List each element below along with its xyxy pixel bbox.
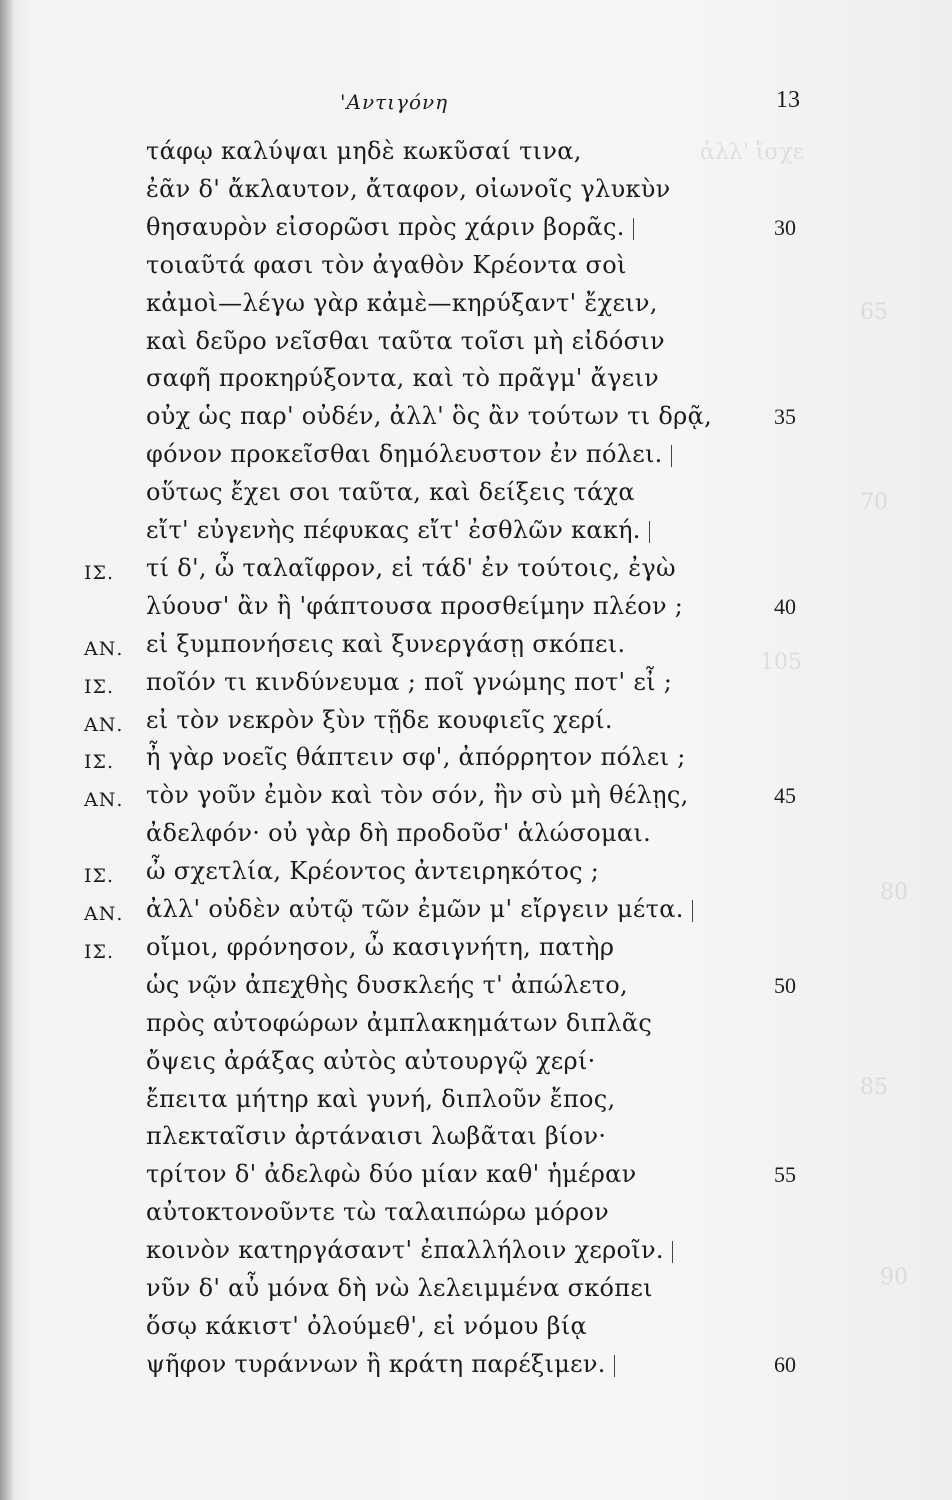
- verse-line: [0, 327, 952, 365]
- verse-line: [0, 819, 952, 857]
- verse-text: [146, 895, 693, 923]
- verse-line: [0, 592, 952, 630]
- verse-text-content: κοινὸν κατηργάσαντ' ἐπαλλήλοιν χεροῖν.: [146, 1236, 664, 1264]
- speaker-label: ΑΝ.: [84, 789, 124, 811]
- line-number: 35: [774, 404, 796, 429]
- show-through-text: 80: [880, 880, 908, 905]
- verse-text-content: καὶ δεῦρο νεῖσθαι ταῦτα τοῖσι μὴ εἰδόσιν: [146, 327, 665, 355]
- verse-text: [146, 668, 672, 696]
- verse-text: [146, 1122, 606, 1150]
- verse-text-content: ὡς νῷν ἀπεχθὴς δυσκλεής τ' ἀπώλετο,: [146, 971, 628, 999]
- page-number: 13: [776, 87, 800, 113]
- verse-line: [0, 516, 952, 554]
- section-mark: [649, 521, 650, 543]
- section-mark: [633, 218, 634, 240]
- verse-text-content: ὅσῳ κάκιστ' ὀλούμεθ', εἰ νόμου βίᾳ: [146, 1312, 588, 1340]
- verse-text-content: τί δ', ὦ ταλαῖφρον, εἰ τάδ' ἐν τούτοις, ἐγὼ: [146, 554, 676, 582]
- verse-text: [146, 592, 683, 620]
- verse-line: [0, 440, 952, 478]
- verse-text-content: ἐᾶν δ' ἄκλαυτον, ἄταφον, οἰωνοῖς γλυκὺν: [146, 175, 671, 203]
- verse-text-content: λύουσ' ἂν ἢ 'φάπτουσα προσθείμην πλέον ;: [146, 592, 684, 620]
- verse-line: [0, 554, 952, 592]
- verse-text: [146, 440, 672, 468]
- verse-text: [146, 364, 659, 392]
- speaker-label: ΙΣ.: [84, 751, 114, 773]
- speaker-label: ΙΣ.: [84, 865, 114, 887]
- speaker-label: ΑΝ.: [84, 638, 124, 660]
- verse-text: [146, 819, 651, 847]
- show-through-text: 65: [860, 300, 888, 325]
- verse-line: [0, 364, 952, 402]
- verse-text-content: τάφῳ καλύψαι μηδὲ κωκῦσαί τινα,: [146, 137, 582, 165]
- verse-text-content: ψῆφον τυράννων ἢ κράτη παρέξιμεν.: [146, 1350, 606, 1378]
- verse-line: [0, 1236, 952, 1274]
- line-number: 55: [774, 1162, 796, 1187]
- verse-line: [0, 1274, 952, 1312]
- verse-line: [0, 933, 952, 971]
- verse-line: [0, 630, 952, 668]
- verse-text: [146, 1350, 615, 1378]
- section-mark: [672, 1241, 673, 1263]
- verse-text: [146, 289, 658, 317]
- verse-text: [146, 327, 665, 355]
- verse-text-content: θησαυρὸν εἰσορῶσι πρὸς χάριν βορᾶς.: [146, 213, 625, 241]
- verse-line: [0, 1047, 952, 1085]
- verse-text-content: φόνον προκεῖσθαι δημόλευστον ἐν πόλει.: [146, 440, 663, 468]
- verse-line: [0, 781, 952, 819]
- show-through-text: 85: [860, 1075, 888, 1100]
- show-through-text: 70: [860, 490, 888, 515]
- verse-text-content: οὕτως ἔχει σοι ταῦτα, καὶ δείξεις τάχα: [146, 478, 635, 506]
- verse-line: [0, 1312, 952, 1350]
- verse-text-content: σαφῆ προκηρύξοντα, καὶ τὸ πρᾶγμ' ἄγειν: [146, 364, 660, 392]
- verse-line: [0, 478, 952, 516]
- verse-line: [0, 971, 952, 1009]
- verse-text-content: πρὸς αὐτοφώρων ἀμπλακημάτων διπλᾶς: [146, 1009, 653, 1037]
- verse-line: [0, 1122, 952, 1160]
- verse-line: [0, 213, 952, 251]
- verse-line: [0, 137, 952, 175]
- speaker-label: ΑΝ.: [84, 714, 124, 736]
- verse-text-content: ἔπειτα μήτηρ καὶ γυνή, διπλοῦν ἔπος,: [146, 1085, 616, 1113]
- verse-text: [146, 743, 686, 771]
- verse-text-content: ὦ σχετλία, Κρέοντος ἀντειρηκότος ;: [146, 857, 600, 885]
- verse-text: [146, 1236, 673, 1264]
- verse-text-content: ἀλλ' οὐδὲν αὐτῷ τῶν ἐμῶν μ' εἴργειν μέτα.: [146, 895, 684, 923]
- verse-text: [146, 933, 614, 961]
- verse-text-content: νῦν δ' αὖ μόνα δὴ νὼ λελειμμένα σκόπει: [146, 1274, 653, 1302]
- verse-text: [146, 554, 676, 582]
- verse-text: [146, 516, 650, 544]
- section-mark: [692, 900, 693, 922]
- verse-text: [146, 478, 635, 506]
- verse-text-content: εἰ ξυμπονήσεις καὶ ξυνεργάσῃ σκόπει.: [146, 630, 626, 658]
- verse-text: [146, 971, 628, 999]
- verse-text-content: εἴτ' εὐγενὴς πέφυκας εἴτ' ἐσθλῶν κακή.: [146, 516, 641, 544]
- verse-text: [146, 1047, 596, 1075]
- verse-line: [0, 402, 952, 440]
- line-number: 60: [774, 1352, 796, 1377]
- verse-text-content: πλεκταῖσιν ἀρτάναισι λωβᾶται βίον·: [146, 1122, 607, 1150]
- verse-text-content: εἰ τὸν νεκρὸν ξὺν τῇδε κουφιεῖς χερί.: [146, 706, 613, 734]
- verse-line: [0, 1350, 952, 1388]
- verse-text: [146, 1198, 609, 1226]
- speaker-label: ΙΣ.: [84, 941, 114, 963]
- show-through-text: 90: [880, 1265, 908, 1290]
- verse-text: [146, 213, 634, 241]
- verse-text: [146, 781, 689, 809]
- verse-text-content: κἀμοὶ—λέγω γὰρ κἀμὲ—κηρύξαντ' ἔχειν,: [146, 289, 658, 317]
- speaker-label: ΙΣ.: [84, 676, 114, 698]
- verse-line: [0, 668, 952, 706]
- line-number: 50: [774, 973, 796, 998]
- verse-text: [146, 1009, 652, 1037]
- verse-text-content: οἴμοι, φρόνησον, ὦ κασιγνήτη, πατὴρ: [146, 933, 615, 961]
- verse-line: [0, 1198, 952, 1236]
- verse-text: [146, 402, 712, 430]
- verse-line: [0, 1160, 952, 1198]
- verse-text-content: τοιαῦτά φασι τὸν ἀγαθὸν Κρέοντα σοὶ: [146, 251, 627, 279]
- verse-line: [0, 1085, 952, 1123]
- verse-text: [146, 1312, 587, 1340]
- verse-text: [146, 857, 599, 885]
- verse-text: [146, 630, 625, 658]
- verse-line: [0, 895, 952, 933]
- verse-line: [0, 175, 952, 213]
- verse-text-content: αὐτοκτονοῦντε τὼ ταλαιπώρω μόρον: [146, 1198, 610, 1226]
- verse-text: [146, 251, 627, 279]
- verse-text-content: τρίτον δ' ἀδελφὼ δύο μίαν καθ' ἡμέραν: [146, 1160, 637, 1188]
- line-number: 45: [774, 783, 796, 808]
- verse-line: [0, 743, 952, 781]
- verse-text: [146, 1160, 637, 1188]
- verse-text: [146, 175, 671, 203]
- verse-text-content: ἦ γὰρ νοεῖς θάπτειν σφ', ἀπόρρητον πόλει ;: [146, 743, 686, 771]
- verse-text: [146, 706, 613, 734]
- verse-text-content: οὐχ ὡς παρ' οὐδέν, ἀλλ' ὃς ἂν τούτων τι δρᾷ,: [146, 402, 713, 430]
- section-mark: [614, 1355, 615, 1377]
- show-through-text: ἀλλ' ἴσχε: [700, 140, 805, 165]
- verse-text: [146, 137, 582, 165]
- verse-line: [0, 857, 952, 895]
- verse-text-content: ὄψεις ἀράξας αὐτὸς αὐτουργῷ χερί·: [146, 1047, 596, 1075]
- verse-line: [0, 251, 952, 289]
- verse-text-content: ἀδελφόν· οὐ γὰρ δὴ προδοῦσ' ἁλώσομαι.: [146, 819, 652, 847]
- verse-line: [0, 289, 952, 327]
- verse-line: [0, 1009, 952, 1047]
- show-through-text: 105: [760, 650, 802, 675]
- verse-text: [146, 1085, 615, 1113]
- speaker-label: ΙΣ.: [84, 562, 114, 584]
- verse-text: [146, 1274, 653, 1302]
- speaker-label: ΑΝ.: [84, 903, 124, 925]
- section-mark: [671, 445, 672, 467]
- verse-text-content: τὸν γοῦν ἐμὸν καὶ τὸν σόν, ἢν σὺ μὴ θέλῃς,: [146, 781, 689, 809]
- verse-text-content: ποῖόν τι κινδύνευμα ; ποῖ γνώμης ποτ' εἶ ;: [146, 668, 673, 696]
- page-title: 'Αντιγόνη: [340, 90, 449, 114]
- verse-line: [0, 706, 952, 744]
- line-number: 30: [774, 215, 796, 240]
- line-number: 40: [774, 594, 796, 619]
- running-head: [0, 84, 952, 118]
